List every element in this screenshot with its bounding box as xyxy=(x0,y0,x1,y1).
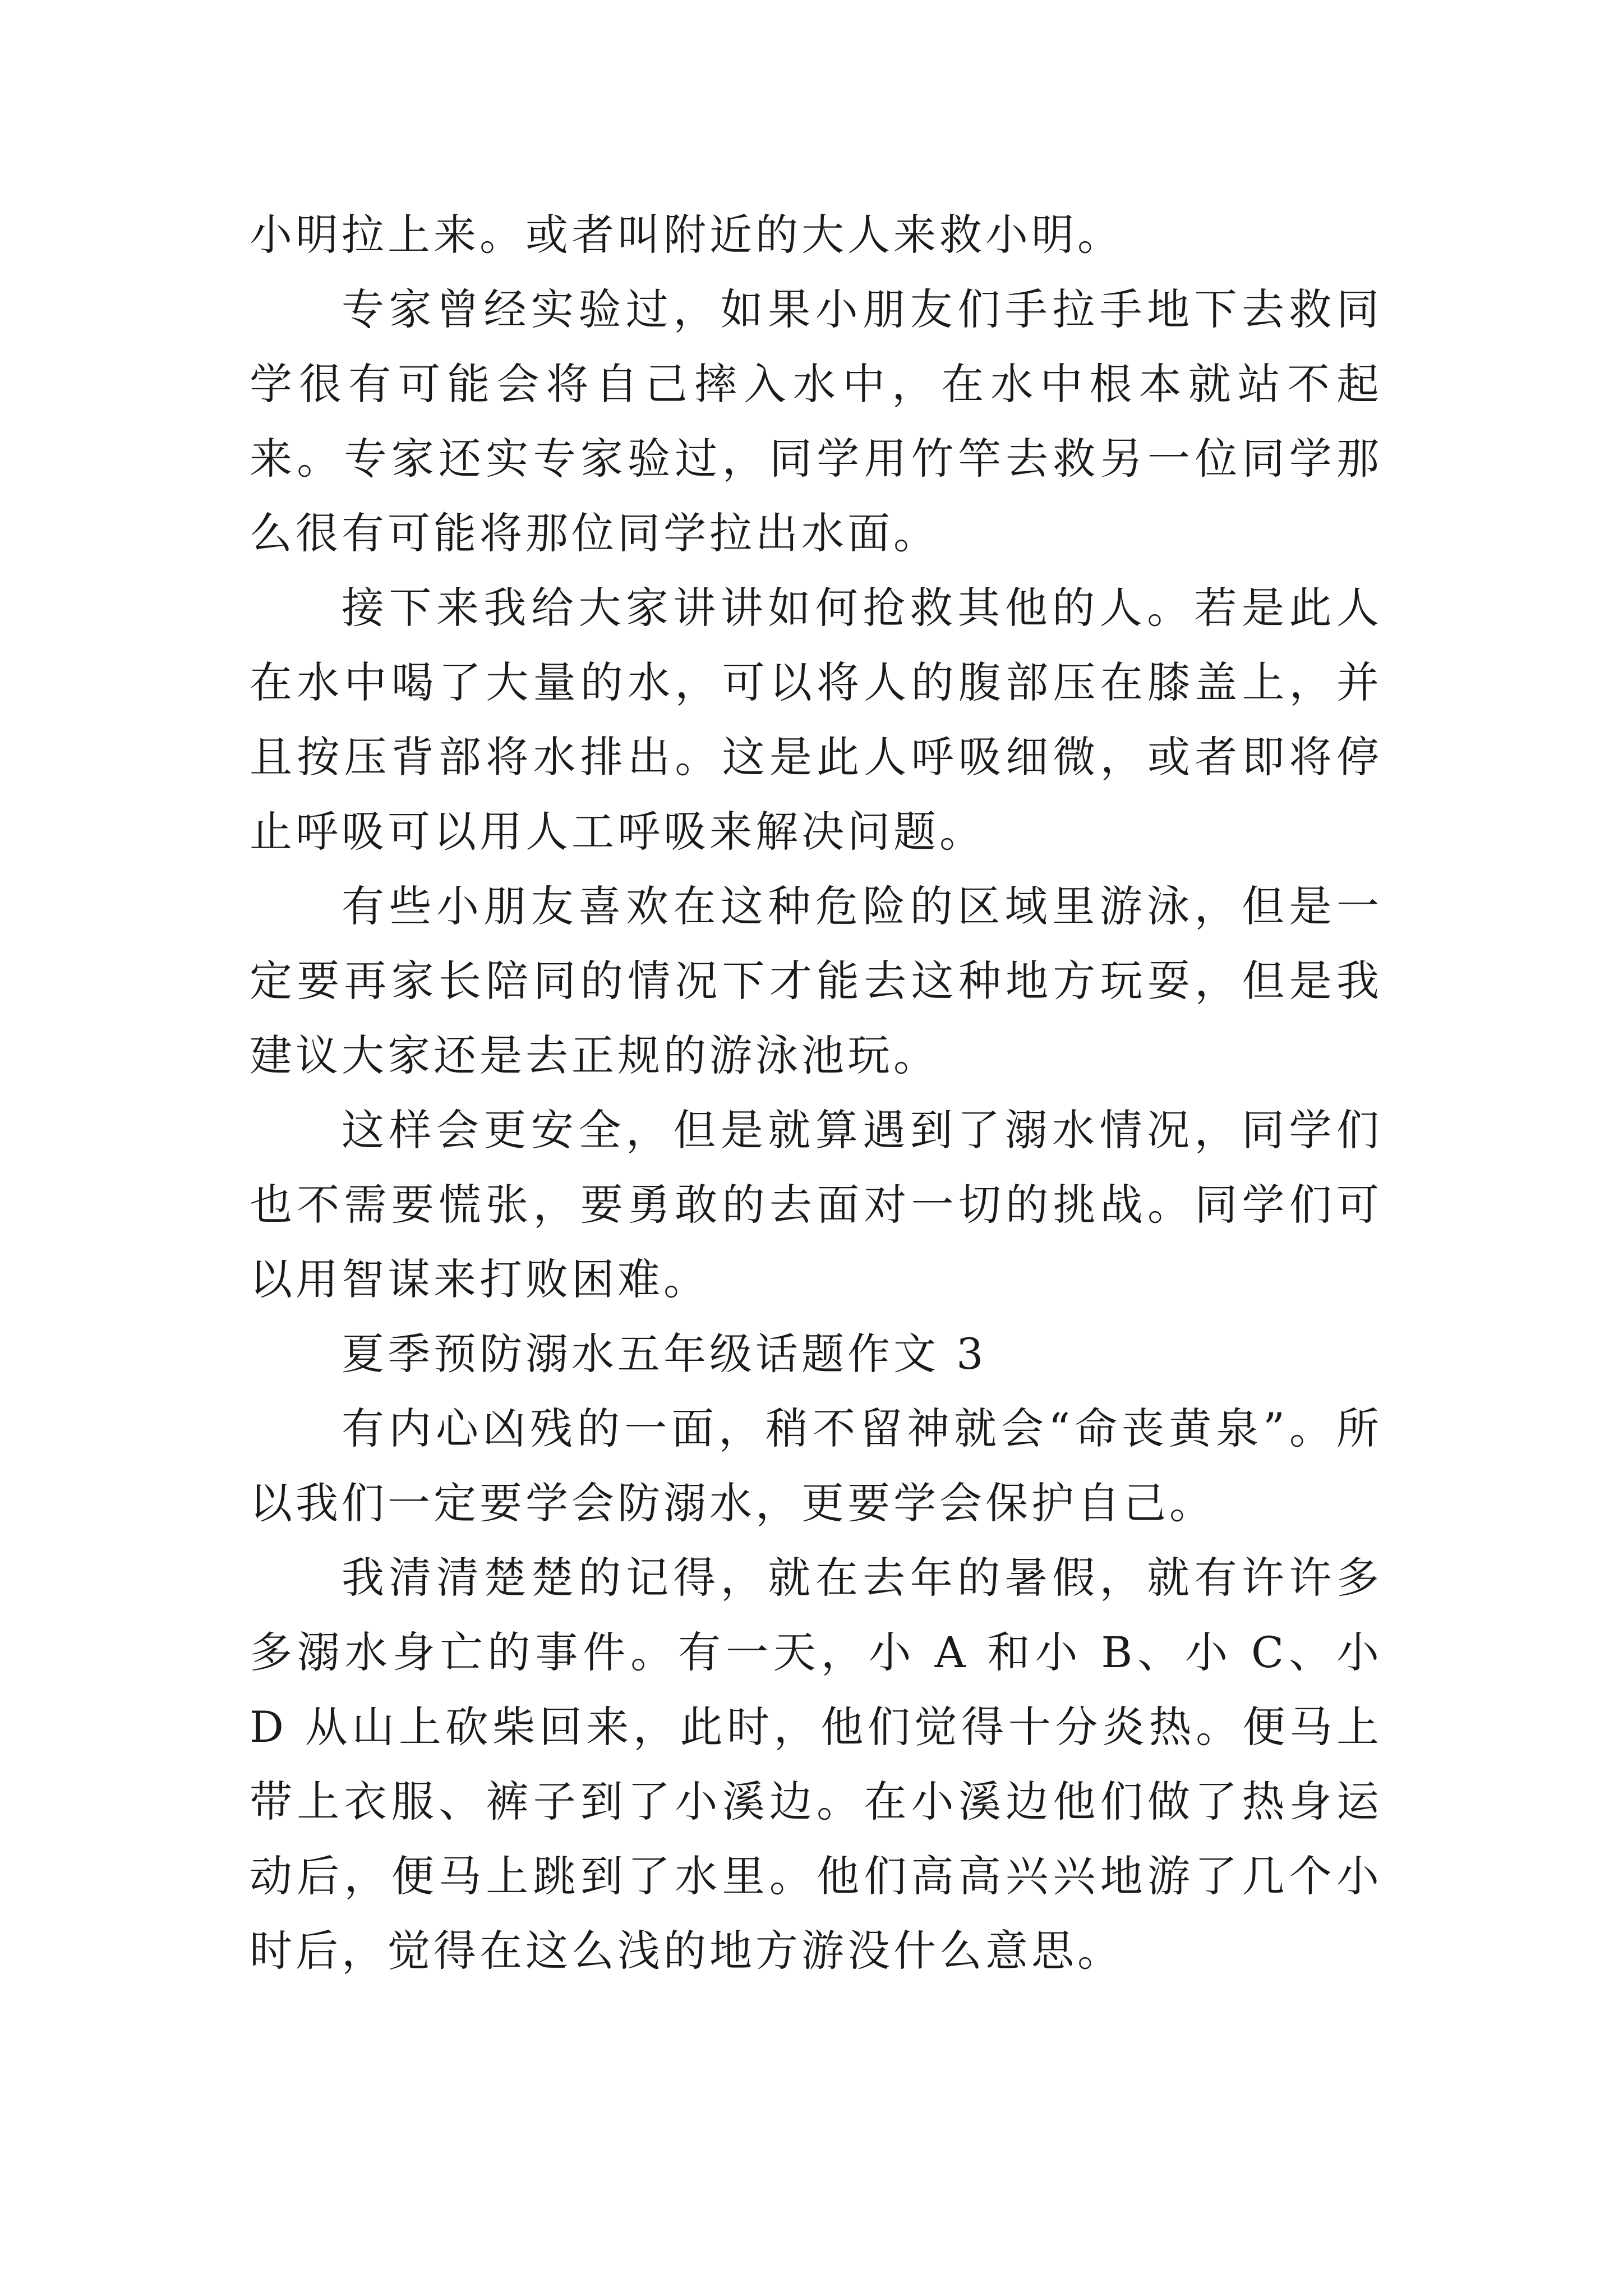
section-heading: 夏季预防溺水五年级话题作文 3 xyxy=(342,1329,987,1379)
paragraph-4: 有些小朋友喜欢在这种危险的区域里游泳，但是一定要再家长陪同的情况下才能去这种地方玩耍，但是我建议大家还是去正规的游泳池玩。 xyxy=(250,881,1382,1080)
paragraph-3: 接下来我给大家讲讲如何抢救其他的人。若是此人在水中喝了大量的水，可以将人的腹部压在膝盖上，并且按压背部将水排出。这是此人呼吸细微，或者即将停止呼吸可以用人工呼吸来解决问题。 xyxy=(250,583,1382,857)
paragraph-5: 这样会更安全，但是就算遇到了溺水情况，同学们也不需要慌张，要勇敢的去面对一切的挑战。同学们可以用智谋来打败困难。 xyxy=(250,1105,1382,1304)
paragraph-7: 我清清楚楚的记得，就在去年的暑假，就有许许多多溺水身亡的事件。有一天，小 A 和小 B、小 C、小 D 从山上砍柴回来，此时，他们觉得十分炎热。便马上带上衣服、裤子到了小溪边。在小溪边他们做了热身运动后，便马上跳到了水里。他们高高兴兴地游了几个小时后，觉得在这么浅的地方游没什么意思。 xyxy=(250,1553,1382,1976)
paragraph-2: 专家曾经实验过，如果小朋友们手拉手地下去救同学很有可能会将自己摔入水中，在水中根本就站不起来。专家还实专家验过，同学用竹竿去救另一位同学那么很有可能将那位同学拉出水面。 xyxy=(250,284,1382,558)
document-body xyxy=(250,197,1382,1988)
paragraph-6: 有内心凶残的一面，稍不留神就会“命丧黄泉”。所以我们一定要学会防溺水，更要学会保护自己。 xyxy=(250,1404,1382,1528)
paragraph-1: 小明拉上来。或者叫附近的大人来救小明。 xyxy=(250,210,1123,260)
